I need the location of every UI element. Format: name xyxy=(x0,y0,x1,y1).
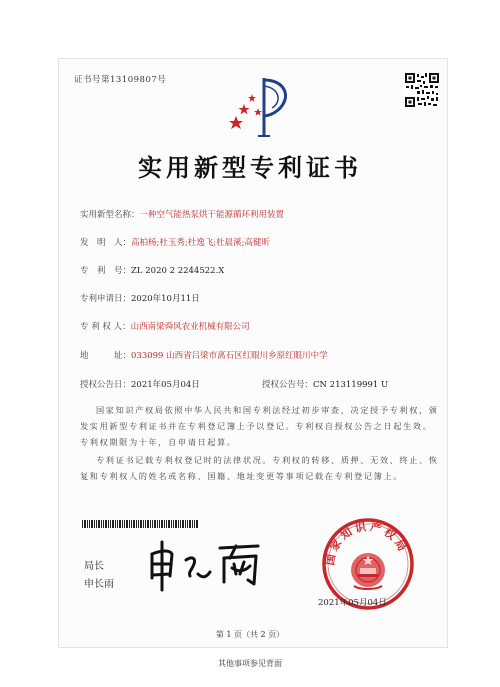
field-grant-date xyxy=(80,378,200,390)
field-inventors xyxy=(80,236,270,248)
seal-text: 国家知识产权局 xyxy=(323,519,411,567)
director-name: 申长雨 xyxy=(84,579,114,590)
address-label: 地 址： xyxy=(80,351,132,361)
grant-date-label: 授权公告日： xyxy=(80,380,132,390)
barcode xyxy=(82,520,198,528)
legal-status-statement: 专利证书记载专利权登记时的法律状况。专利权的转移、质押、无效、终止、恢复和专利权人的姓名或名称、国籍、地址变更等事项记载在专利登记簿上。 xyxy=(80,455,439,481)
filing-date-label: 专利申请日： xyxy=(80,294,132,304)
qr-code xyxy=(404,72,440,108)
field-grant-number xyxy=(262,378,388,390)
grant-number-value: CN 213119991 U xyxy=(313,380,389,390)
field-filing-date xyxy=(80,292,200,304)
grant-number-label: 授权公告号： xyxy=(262,380,314,390)
field-patentee xyxy=(80,320,250,332)
inventors-value: 高柏杨;杜玉秀;杜逸飞;杜晨溪;高健昕 xyxy=(131,238,270,248)
certificate-number: 证书号第13109807号 xyxy=(74,75,167,85)
address-value: 033099 山西省吕梁市离石区红眼川乡原红眼川中学 xyxy=(131,351,328,361)
patent-emblem-icon xyxy=(226,72,296,142)
director-signature xyxy=(140,538,270,594)
patent-number-value: ZL 2020 2 2244522.X xyxy=(131,266,225,276)
field-address xyxy=(80,349,328,361)
bottom-note: 其他事项参见背面 xyxy=(218,659,282,668)
utility-model-name-label: 实用新型名称： xyxy=(80,210,140,220)
patentee-label: 专 利 权 人： xyxy=(80,322,131,332)
grant-statement: 国家知识产权局依照中华人民共和国专利法经过初步审查，决定授予专利权，颁发实用新型专利证书并在专利登记簿上予以登记。专利权自授权公告之日起生效。专利权期限为十年，自申请日起算。 xyxy=(80,405,439,447)
patentee-value: 山西南梁舜风农业机械有限公司 xyxy=(130,322,250,332)
field-utility-model-name xyxy=(80,208,284,220)
utility-model-name-value: 一种空气能热泵烘干能源循环利用装置 xyxy=(139,210,285,220)
filing-date-value: 2020年10月11日 xyxy=(131,294,200,304)
field-patent-number xyxy=(80,264,224,276)
page-number: 第 1 页（共 2 页） xyxy=(215,630,285,639)
national-emblem-icon xyxy=(351,553,385,589)
patent-number-label: 专 利 号： xyxy=(80,266,132,276)
director-title: 局长 xyxy=(84,561,104,572)
inventors-label: 发 明 人： xyxy=(80,238,132,248)
certificate-title: 实用新型专利证书 xyxy=(138,153,362,182)
grant-date-value: 2021年05月04日 xyxy=(131,380,200,390)
seal-date: 2021年05月04日 xyxy=(318,598,387,608)
